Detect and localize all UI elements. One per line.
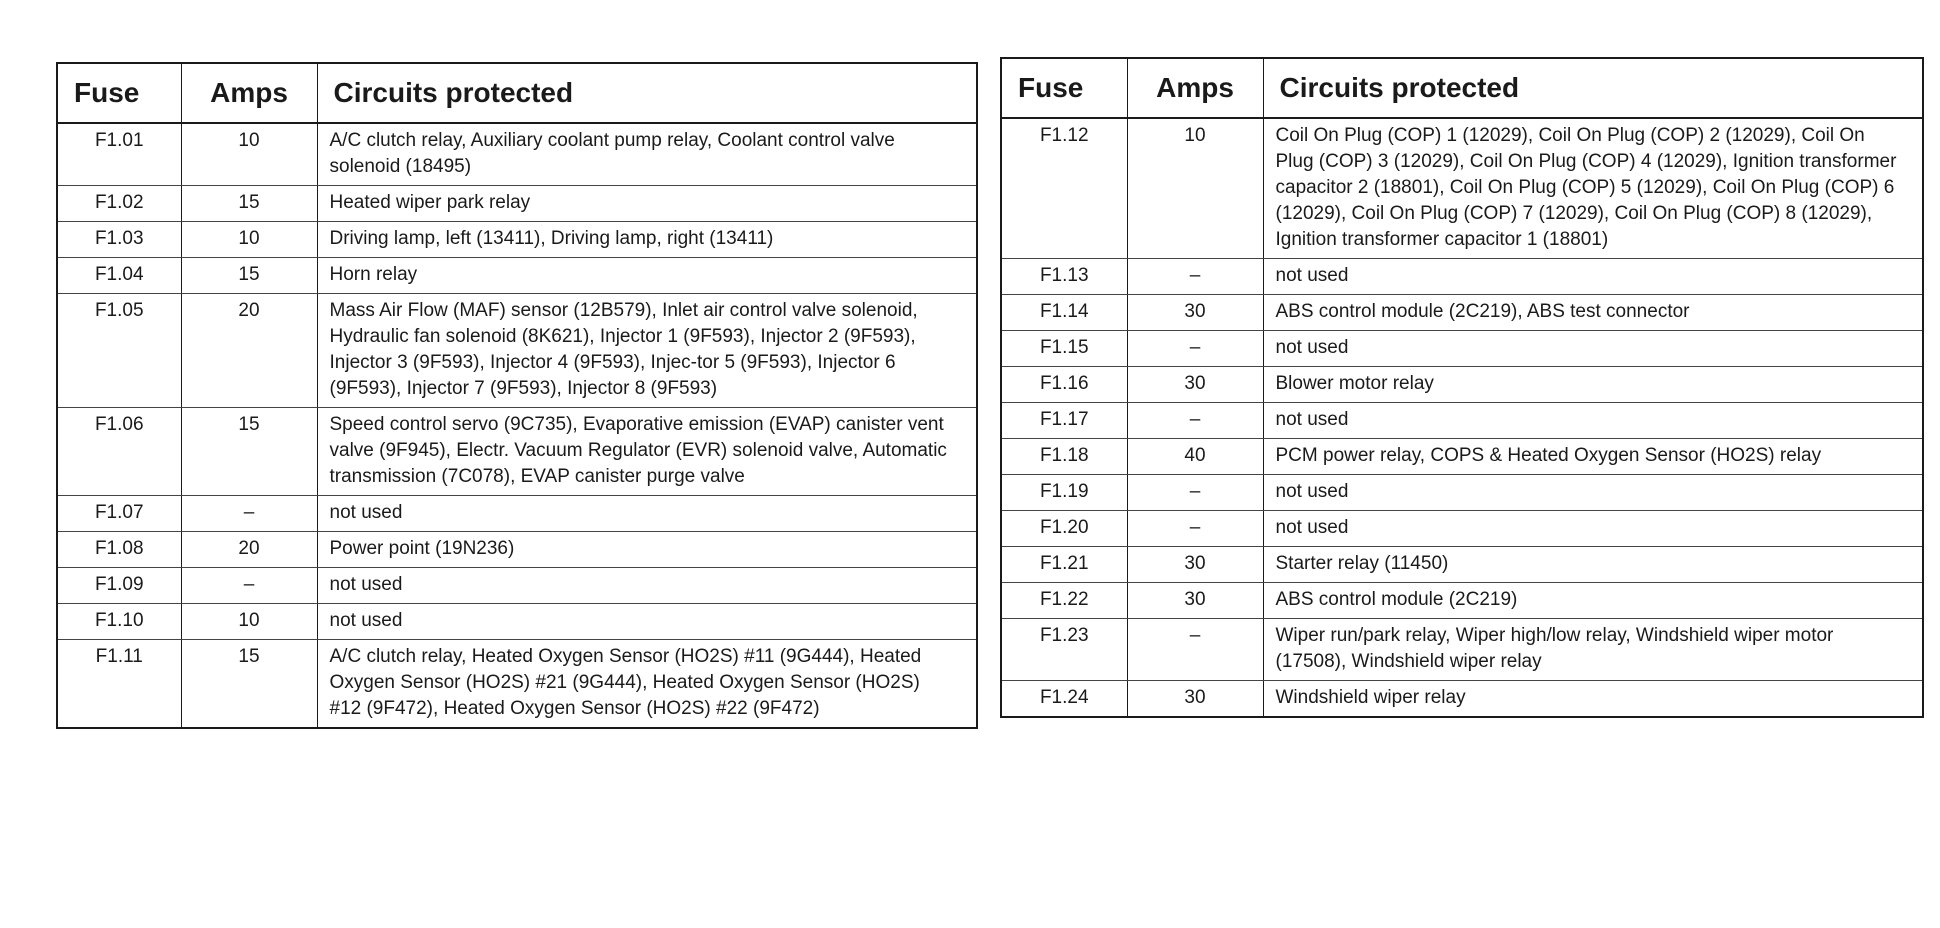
- amps-cell: 10: [1127, 118, 1263, 259]
- table-row: [1001, 547, 1923, 583]
- fuse-id-cell: F1.09: [57, 568, 181, 604]
- table-row: [1001, 259, 1923, 295]
- circuits-cell: Driving lamp, left (13411), Driving lamp, right (13411): [317, 222, 977, 258]
- header-row: [1001, 58, 1923, 118]
- amps-cell: 15: [181, 258, 317, 294]
- fuse-id-cell: F1.11: [57, 640, 181, 729]
- fuse-column-header: Fuse: [57, 63, 181, 123]
- amps-cell: 15: [181, 408, 317, 496]
- fuse-id-cell: F1.24: [1001, 681, 1127, 718]
- table-row: [1001, 681, 1923, 718]
- circuits-cell: Power point (19N236): [317, 532, 977, 568]
- circuits-cell: Mass Air Flow (MAF) sensor (12B579), Inlet air control valve solenoid, Hydraulic fan solenoid (8K621), Injector 1 (9F593), Injector 2 (9F593), Injector 3 (9F593), Injector 4 (9F593), Injec-tor 5 (9F593), Injector 6 (9F593), Injector 7 (9F593), Injector 8 (9F593): [317, 294, 977, 408]
- table-row: [57, 568, 977, 604]
- circuits-cell: not used: [317, 496, 977, 532]
- table-row: [1001, 403, 1923, 439]
- circuits-cell: Horn relay: [317, 258, 977, 294]
- header-row: [57, 63, 977, 123]
- circuits-cell: ABS control module (2C219), ABS test connector: [1263, 295, 1923, 331]
- circuits-cell: not used: [317, 604, 977, 640]
- fuse-id-cell: F1.12: [1001, 118, 1127, 259]
- circuits-cell: Blower motor relay: [1263, 367, 1923, 403]
- amps-cell: 10: [181, 222, 317, 258]
- fuse-column-header: Fuse: [1001, 58, 1127, 118]
- table-row: [1001, 511, 1923, 547]
- fuse-id-cell: F1.20: [1001, 511, 1127, 547]
- fuse-id-cell: F1.03: [57, 222, 181, 258]
- amps-cell: 10: [181, 604, 317, 640]
- table-row: [57, 123, 977, 186]
- fuse-id-cell: F1.02: [57, 186, 181, 222]
- circuits-cell: Heated wiper park relay: [317, 186, 977, 222]
- circuits-cell: not used: [1263, 259, 1923, 295]
- amps-cell: 15: [181, 186, 317, 222]
- circuits-cell: not used: [1263, 331, 1923, 367]
- table-row: [1001, 619, 1923, 681]
- fuse-id-cell: F1.13: [1001, 259, 1127, 295]
- table-row: [57, 640, 977, 729]
- table-row: [1001, 118, 1923, 259]
- amps-cell: 30: [1127, 367, 1263, 403]
- circuits-cell: A/C clutch relay, Heated Oxygen Sensor (HO2S) #11 (9G444), Heated Oxygen Sensor (HO2S) #21 (9G444), Heated Oxygen Sensor (HO2S) #12 (9F472), Heated Oxygen Sensor (HO2S) #22 (9F472): [317, 640, 977, 729]
- circuits-column-header: Circuits protected: [1263, 58, 1923, 118]
- amps-column-header: Amps: [181, 63, 317, 123]
- amps-cell: 15: [181, 640, 317, 729]
- amps-cell: –: [181, 568, 317, 604]
- table-row: [1001, 331, 1923, 367]
- fuse-id-cell: F1.23: [1001, 619, 1127, 681]
- circuits-cell: not used: [1263, 511, 1923, 547]
- fuse-id-cell: F1.22: [1001, 583, 1127, 619]
- circuits-cell: Windshield wiper relay: [1263, 681, 1923, 718]
- table-row: [57, 408, 977, 496]
- fuse-id-cell: F1.07: [57, 496, 181, 532]
- amps-cell: 20: [181, 532, 317, 568]
- amps-cell: 10: [181, 123, 317, 186]
- amps-cell: –: [1127, 403, 1263, 439]
- circuits-cell: Speed control servo (9C735), Evaporative emission (EVAP) canister vent valve (9F945), Electr. Vacuum Regulator (EVR) solenoid valve, Automatic transmission (7C078), EVAP canister purge valve: [317, 408, 977, 496]
- fuse-id-cell: F1.16: [1001, 367, 1127, 403]
- amps-cell: –: [181, 496, 317, 532]
- circuits-cell: Wiper run/park relay, Wiper high/low relay, Windshield wiper motor (17508), Windshield wiper relay: [1263, 619, 1923, 681]
- fuse-id-cell: F1.06: [57, 408, 181, 496]
- fuse-id-cell: F1.21: [1001, 547, 1127, 583]
- circuits-cell: not used: [1263, 403, 1923, 439]
- amps-cell: –: [1127, 619, 1263, 681]
- fuse-id-cell: F1.08: [57, 532, 181, 568]
- fuse-id-cell: F1.17: [1001, 403, 1127, 439]
- table-row: [1001, 583, 1923, 619]
- amps-cell: 30: [1127, 583, 1263, 619]
- amps-cell: –: [1127, 259, 1263, 295]
- fuse-id-cell: F1.19: [1001, 475, 1127, 511]
- fuse-id-cell: F1.14: [1001, 295, 1127, 331]
- amps-cell: –: [1127, 475, 1263, 511]
- fuse-id-cell: F1.15: [1001, 331, 1127, 367]
- table-row: [1001, 475, 1923, 511]
- fuse-table-left: [56, 62, 978, 729]
- amps-cell: 30: [1127, 295, 1263, 331]
- circuits-cell: not used: [317, 568, 977, 604]
- amps-column-header: Amps: [1127, 58, 1263, 118]
- circuits-cell: ABS control module (2C219): [1263, 583, 1923, 619]
- fuse-id-cell: F1.18: [1001, 439, 1127, 475]
- amps-cell: 40: [1127, 439, 1263, 475]
- table-row: [57, 222, 977, 258]
- table-row: [57, 294, 977, 408]
- circuits-column-header: Circuits protected: [317, 63, 977, 123]
- circuits-cell: not used: [1263, 475, 1923, 511]
- table-row: [57, 496, 977, 532]
- circuits-cell: Starter relay (11450): [1263, 547, 1923, 583]
- table-row: [1001, 295, 1923, 331]
- table-row: [1001, 439, 1923, 475]
- fuse-id-cell: F1.01: [57, 123, 181, 186]
- fuse-id-cell: F1.10: [57, 604, 181, 640]
- circuits-cell: Coil On Plug (COP) 1 (12029), Coil On Plug (COP) 2 (12029), Coil On Plug (COP) 3 (12029), Coil On Plug (COP) 4 (12029), Ignition transformer capacitor 2 (18801), Coil On Plug (COP) 5 (12029), Coil On Plug (COP) 6 (12029), Coil On Plug (COP) 7 (12029), Coil On Plug (COP) 8 (12029), Ignition transformer capacitor 1 (18801): [1263, 118, 1923, 259]
- amps-cell: 30: [1127, 681, 1263, 718]
- circuits-cell: A/C clutch relay, Auxiliary coolant pump relay, Coolant control valve solenoid (18495): [317, 123, 977, 186]
- table-row: [57, 258, 977, 294]
- table-row: [57, 532, 977, 568]
- table-row: [1001, 367, 1923, 403]
- table-row: [57, 186, 977, 222]
- amps-cell: –: [1127, 331, 1263, 367]
- amps-cell: 20: [181, 294, 317, 408]
- fuse-id-cell: F1.05: [57, 294, 181, 408]
- fuse-id-cell: F1.04: [57, 258, 181, 294]
- table-row: [57, 604, 977, 640]
- circuits-cell: PCM power relay, COPS & Heated Oxygen Sensor (HO2S) relay: [1263, 439, 1923, 475]
- fuse-table-right: [1000, 57, 1924, 718]
- amps-cell: –: [1127, 511, 1263, 547]
- amps-cell: 30: [1127, 547, 1263, 583]
